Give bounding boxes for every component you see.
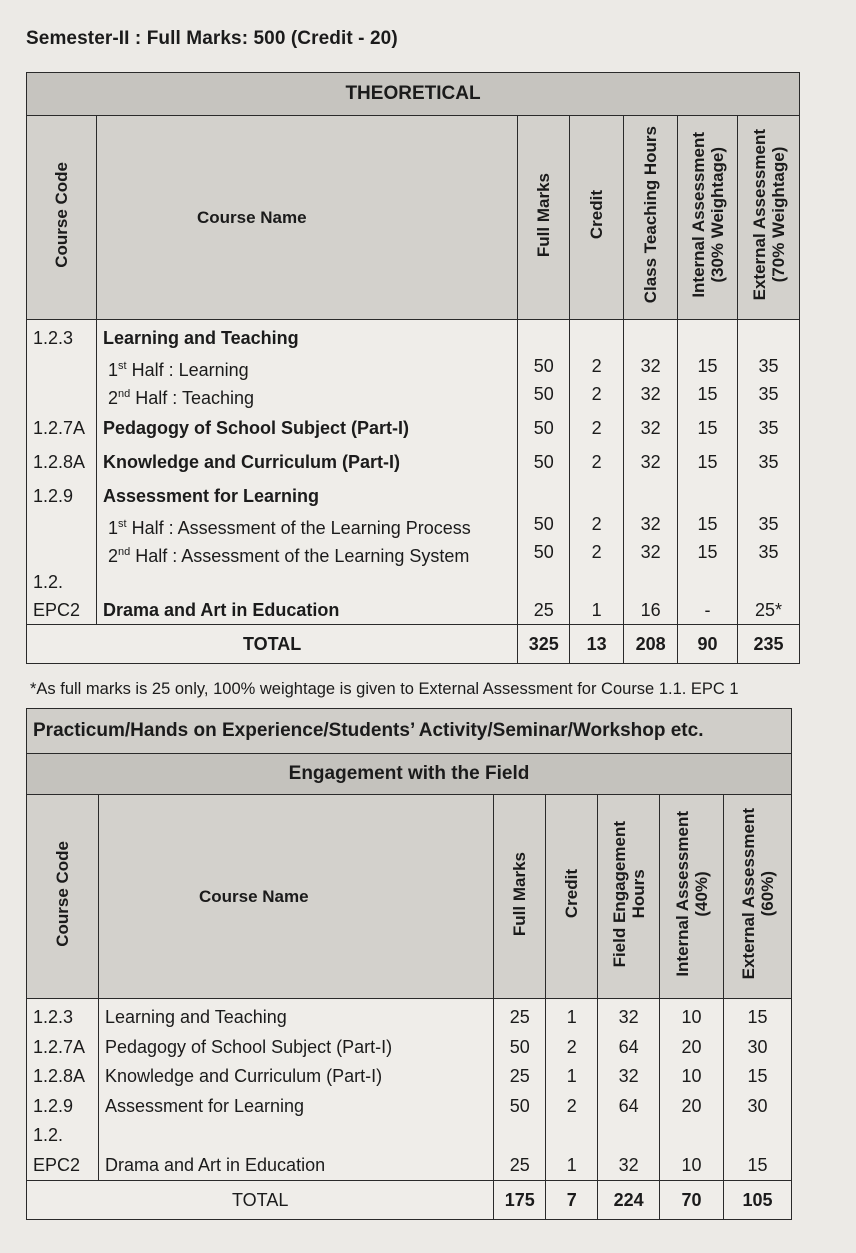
- header-full-marks: Full Marks: [534, 172, 554, 258]
- p-name-column: Learning and Teaching Pedagogy of School Subject (Part-I) Knowledge and Curriculum (Part-I) Assessment for Learning Drama and Art in Education: [98, 999, 493, 1181]
- p-total-external: 105: [724, 1181, 792, 1220]
- header-class-hours: Class Teaching Hours: [641, 126, 661, 304]
- p-header-course-name: Course Name: [98, 795, 493, 999]
- total-credit: 13: [570, 625, 624, 664]
- code-column: 1.2.3 1.2.7A 1.2.8A 1.2.9 1.2. EPC2: [27, 320, 97, 625]
- p-header-internal: Internal Assessment (40%): [672, 811, 711, 977]
- header-internal: Internal Assessment (30% Weightage): [688, 132, 727, 298]
- practicum-table: [26, 708, 792, 1220]
- p-internal-column: 10 20 10 20 10: [660, 999, 724, 1181]
- theoretical-band: THEORETICAL: [27, 73, 800, 116]
- theoretical-header-row: [27, 116, 800, 320]
- theoretical-table: [26, 72, 800, 664]
- p-external-column: 15 30 15 30 15: [724, 999, 792, 1181]
- p-total-credit: 7: [546, 1181, 598, 1220]
- credit-column: 2 2 2 2 2 2 1: [570, 320, 624, 625]
- p-total-hours: 224: [598, 1181, 660, 1220]
- p-header-credit: Credit: [562, 869, 582, 919]
- p-full-marks-column: 25 50 25 50 25: [494, 999, 546, 1181]
- p-credit-column: 1 2 1 2 1: [546, 999, 598, 1181]
- p-header-hours: Field Engagement Hours: [609, 820, 648, 968]
- hours-column: 32 32 32 32 32 32 16: [624, 320, 678, 625]
- name-column: Learning and Teaching 1st Half : Learning 2nd Half : Teaching Pedagogy of School Subject (Part-I) Knowledge and Curriculum (Part-I) Assessment for Learning 1st Half : Assessment of the Learning Process 2nd Half : Assessment of the Learning System Drama and Art in Education: [96, 320, 517, 625]
- practicum-band: Engagement with the Field: [27, 754, 792, 795]
- internal-column: 15 15 15 15 15 15 -: [678, 320, 738, 625]
- practicum-body: [27, 999, 792, 1181]
- footnote: *As full marks is 25 only, 100% weightage is given to External Assessment for Course 1.1. EPC 1: [30, 680, 739, 698]
- external-column: 35 35 35 35 35 35 25*: [738, 320, 800, 625]
- semester-title: Semester-II : Full Marks: 500 (Credit - 20): [26, 28, 398, 49]
- total-external: 235: [738, 625, 800, 664]
- practicum-title: Practicum/Hands on Experience/Students’ Activity/Seminar/Workshop etc.: [27, 709, 792, 754]
- header-course-name: Course Name: [96, 116, 517, 320]
- theoretical-total-row: [27, 625, 800, 664]
- practicum-header-row: [27, 795, 792, 999]
- p-header-course-code: Course Code: [52, 841, 72, 947]
- total-label: TOTAL: [27, 625, 518, 664]
- p-header-full-marks: Full Marks: [510, 851, 530, 937]
- p-total-internal: 70: [660, 1181, 724, 1220]
- header-course-code: Course Code: [51, 162, 71, 268]
- header-external: External Assessment (70% Weightage): [749, 129, 788, 301]
- theoretical-body: [27, 320, 800, 625]
- p-total-full-marks: 175: [494, 1181, 546, 1220]
- total-internal: 90: [678, 625, 738, 664]
- p-total-label: TOTAL: [27, 1181, 494, 1220]
- full-marks-column: 50 50 50 50 50 50 25: [518, 320, 570, 625]
- header-credit: Credit: [587, 190, 607, 240]
- p-code-column: 1.2.3 1.2.7A 1.2.8A 1.2.9 1.2. EPC2: [27, 999, 99, 1181]
- total-hours: 208: [624, 625, 678, 664]
- total-full-marks: 325: [518, 625, 570, 664]
- p-hours-column: 32 64 32 64 32: [598, 999, 660, 1181]
- practicum-total-row: [27, 1181, 792, 1220]
- p-header-external: External Assessment (60%): [738, 808, 777, 980]
